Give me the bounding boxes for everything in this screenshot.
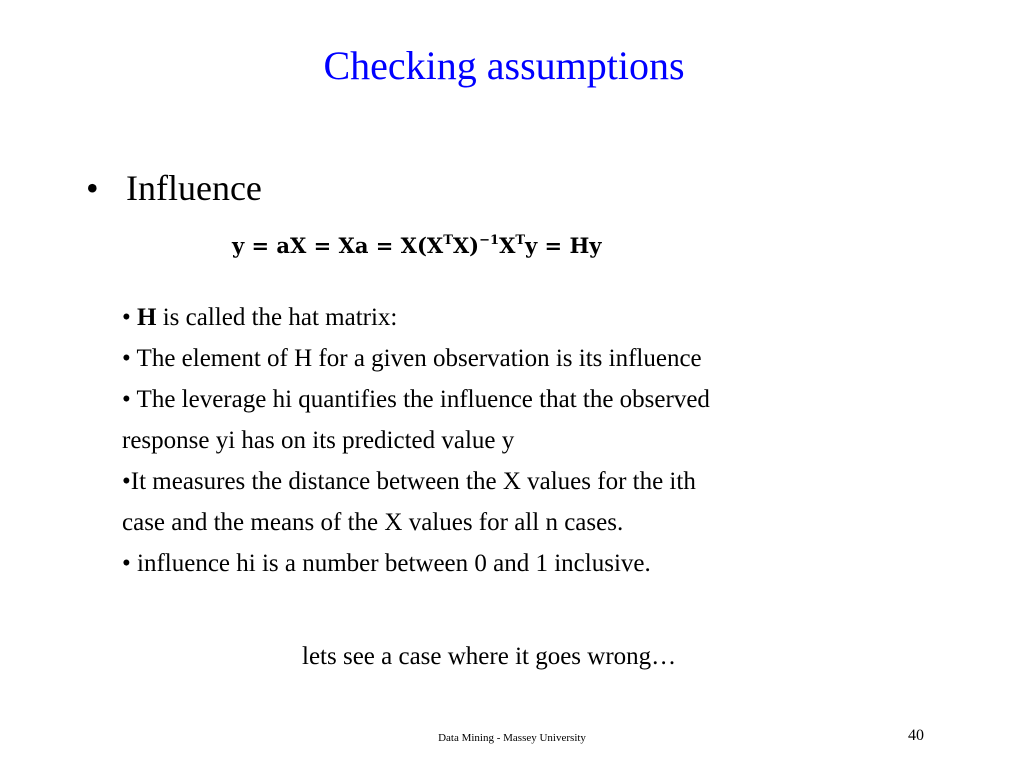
point-hat-bold: H: [137, 304, 157, 331]
equation-transpose-1: T: [443, 233, 453, 248]
point-element: • The element of H for a given observation is its influence: [122, 345, 702, 372]
slide-title: Checking assumptions: [323, 43, 685, 88]
detail-points: [122, 297, 912, 584]
equation-inverse: −1: [479, 233, 500, 248]
point-leverage-line-2: response yi has on its predicted value y: [122, 427, 515, 454]
main-bullet-text: Influence: [126, 168, 262, 208]
point-leverage-line-1: • The leverage hi quantifies the influence that the observed: [122, 386, 710, 413]
bullet-marker: •: [86, 168, 99, 208]
point-hat-rest: is called the hat matrix:: [156, 304, 398, 331]
point-range: • influence hi is a number between 0 and 1 inclusive.: [122, 550, 651, 577]
point-measures-line-2: case and the means of the X values for all n cases.: [122, 509, 624, 536]
point-hat-matrix: [122, 297, 912, 338]
page-number: 40: [908, 727, 924, 744]
closing-remark: lets see a case where it goes wrong…: [302, 643, 677, 670]
equation-part-2: X): [452, 233, 480, 258]
footer-text: Data Mining - Massey University: [438, 732, 586, 744]
point-hat-prefix: •: [122, 304, 138, 331]
equation-part-4: y = Hy: [525, 233, 602, 258]
equation-part-3: X: [499, 233, 516, 258]
equation-part-1: y = aX = Xa = X(X: [232, 233, 444, 258]
hat-matrix-equation: [232, 226, 602, 270]
equation-transpose-2: T: [515, 233, 526, 248]
point-measures-line-1: •It measures the distance between the X values for the ith: [122, 468, 696, 495]
main-bullet: [86, 166, 262, 210]
